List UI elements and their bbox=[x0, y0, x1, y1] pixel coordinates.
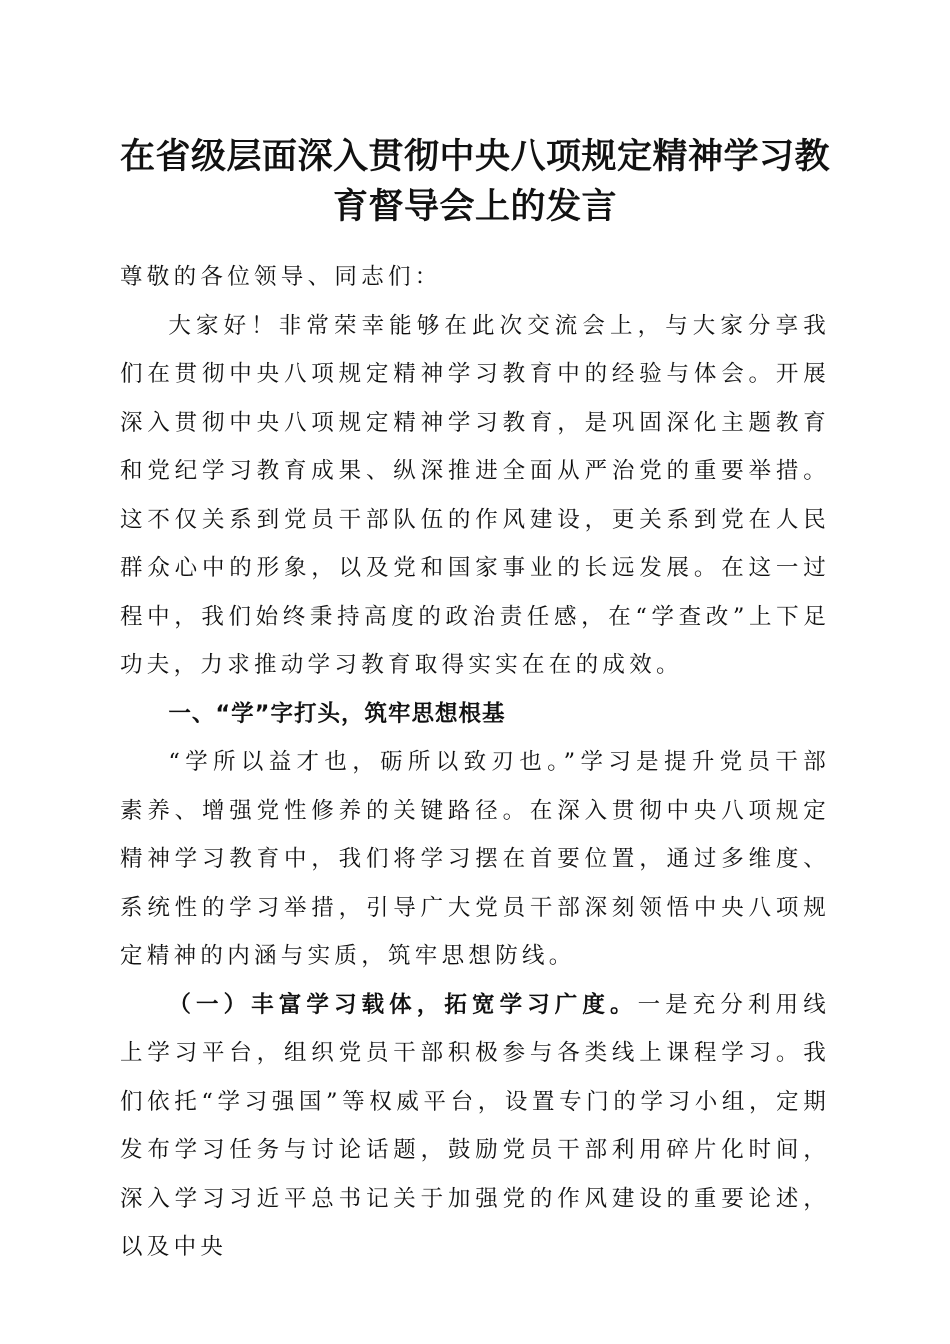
paragraph-intro: 大家好！非常荣幸能够在此次交流会上，与大家分享我们在贯彻中央八项规定精神学习教育中的经验与体会。开展深入贯彻中央八项规定精神学习教育，是巩固深化主题教育和党纪学习教育成果、纵深推进全面从严治党的重要举措。这不仅关系到党员干部队伍的作风建设，更关系到党在人民群众心中的形象，以及党和国家事业的长远发展。在这一过程中，我们始终秉持高度的政治责任感，在“学查改”上下足功夫，力求推动学习教育取得实实在在的成效。 bbox=[120, 312, 830, 678]
document-body bbox=[120, 253, 830, 1272]
subsection-text: 一是充分利用线上学习平台，组织党员干部积极参与各类线上课程学习。我们依托“学习强国”等权威平台，设置专门的学习小组，定期发布学习任务与讨论话题，鼓励党员干部利用碎片化时间，深入学习习近平总书记关于加强党的作风建设的重要论述，以及中央 bbox=[120, 991, 830, 1260]
paragraph-study-carriers bbox=[120, 981, 830, 1272]
salutation: 尊敬的各位领导、同志们： bbox=[120, 264, 442, 290]
section-heading-1: 一、“学”字打头，筑牢思想根基 bbox=[168, 700, 506, 727]
subsection-lead: （一）丰富学习载体，拓宽学习广度。 bbox=[168, 991, 638, 1018]
paragraph-study: “学所以益才也，砺所以致刃也。”学习是提升党员干部素养、增强党性修养的关键路径。在深入贯彻中央八项规定精神学习教育中，我们将学习摆在首要位置，通过多维度、系统性的学习举措，引导广大党员干部深刻领悟中央八项规定精神的内涵与实质，筑牢思想防线。 bbox=[120, 749, 830, 969]
document-title: 在省级层面深入贯彻中央八项规定精神学习教育督导会上的发言 bbox=[119, 136, 830, 227]
